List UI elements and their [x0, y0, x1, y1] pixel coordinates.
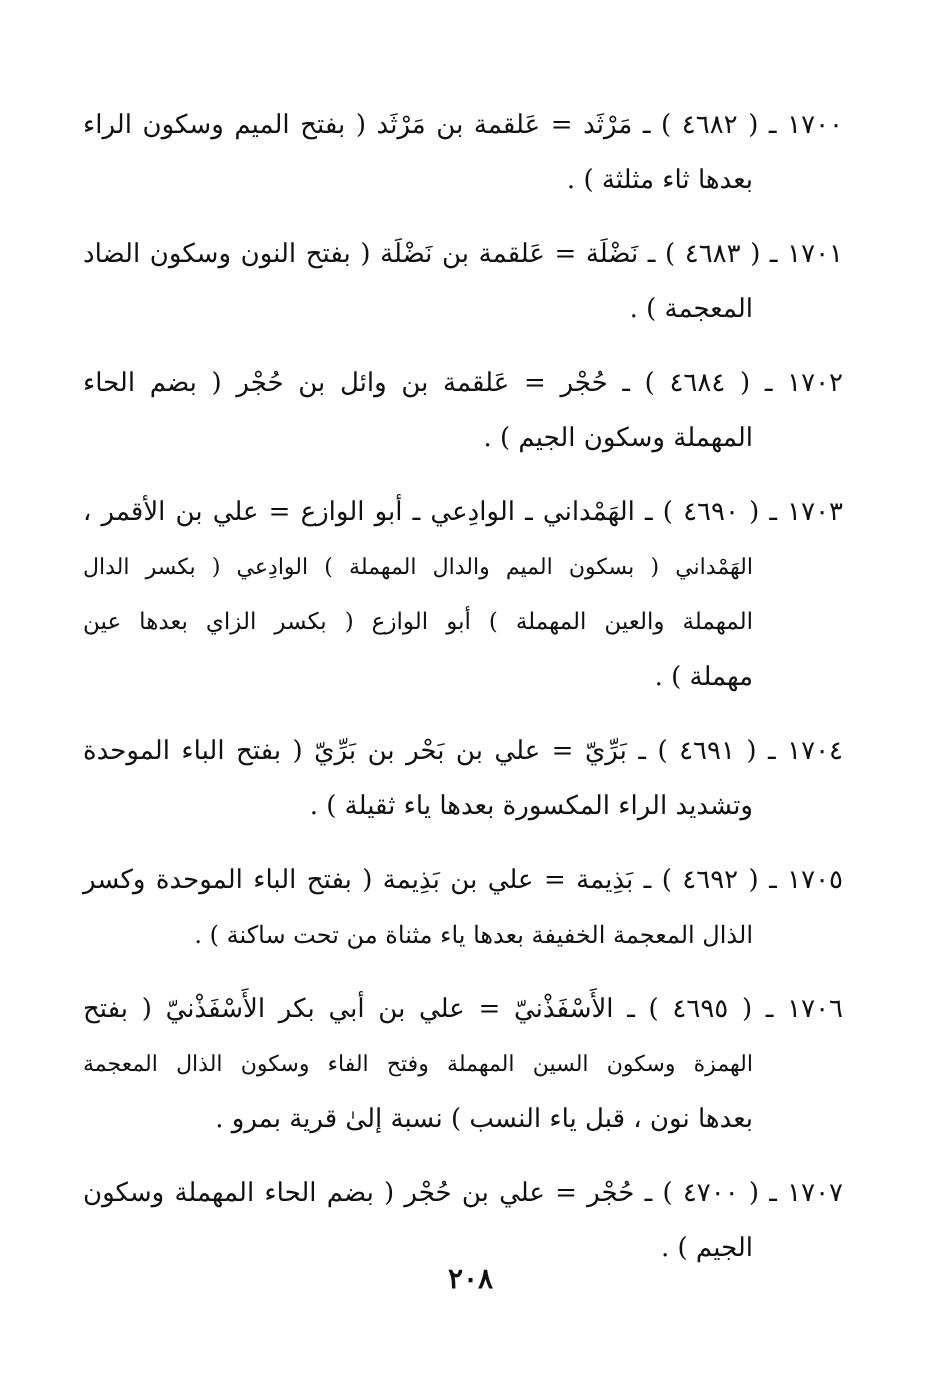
- page-number: ٢٠٨: [447, 1262, 494, 1295]
- entry-line: وتشديد الراء المكسورة بعدها ياء ثقيلة ) .: [309, 791, 753, 821]
- entry-line: ١٧٠٤ ـ ( ٤٦٩١ ) ـ بَرِّيّ = علي بن بَحْر بن بَرِّيّ ( بفتح الباء الموحدة: [83, 736, 843, 766]
- entry-line: ١٧٠٢ ـ ( ٤٦٨٤ ) ـ حُجْر = عَلقمة بن وائل بن حُجْر ( بضم الحاء: [83, 368, 843, 398]
- entry-line: الهَمْداني ( بسكون الميم والدال المهملة ) الوادِعي ( بكسر الدال: [83, 555, 753, 580]
- entry-line: الهمزة وسكون السين المهملة وفتح الفاء وسكون الذال المعجمة: [83, 1052, 753, 1077]
- entry-1705: [83, 853, 843, 963]
- entry-1703: [83, 485, 843, 705]
- entry-1706: [83, 982, 843, 1147]
- entry-line: الجيم ) .: [660, 1233, 753, 1263]
- entry-line: مهملة ) .: [654, 662, 753, 692]
- entry-line: ١٧٠١ ـ ( ٤٦٨٣ ) ـ نَضْلَة = عَلقمة بن نَضْلَة ( بفتح النون وسكون الضاد: [83, 239, 844, 269]
- entry-1704: [83, 724, 843, 834]
- entry-1702: [83, 356, 843, 466]
- entry-1700: [83, 98, 843, 208]
- entry-line: الذال المعجمة الخفيفة بعدها ياء مثناة من تحت ساكنة ) .: [194, 921, 753, 949]
- entry-line: ١٧٠٠ ـ ( ٤٦٨٢ ) ـ مَرْثَد = عَلقمة بن مَرْثَد ( بفتح الميم وسكون الراء: [83, 110, 843, 140]
- entry-line: المهملة وسكون الجيم ) .: [483, 423, 753, 453]
- entry-line: بعدها نون ، قبل ياء النسب ) نسبة إلىٰ قرية بمرو .: [215, 1104, 753, 1134]
- entry-line: المهملة والعين المهملة ) أبو الوازع ( بكسر الزاي بعدها عين: [83, 609, 753, 635]
- entry-line: بعدها ثاء مثلثة ) .: [566, 165, 753, 195]
- entry-line: ١٧٠٣ ـ ( ٤٦٩٠ ) ـ الهَمْداني ـ الوادِعي ـ أبو الوازع = علي بن الأقمر ،: [83, 497, 843, 527]
- entry-line: المعجمة ) .: [629, 294, 753, 324]
- entry-1701: [83, 227, 843, 337]
- entry-1707: [83, 1166, 843, 1276]
- entry-line: ١٧٠٦ ـ ( ٤٦٩٥ ) ـ الأَسْفَذْنيّ = علي بن أبي بكر الأَسْفَذْنيّ ( بفتح: [83, 994, 843, 1024]
- page-body: [83, 98, 843, 1295]
- entry-line: ١٧٠٥ ـ ( ٤٦٩٢ ) ـ بَذِيمة = علي بن بَذِيمة ( بفتح الباء الموحدة وكسر: [83, 865, 843, 895]
- entry-line: ١٧٠٧ ـ ( ٤٧٠٠ ) ـ حُجْر = علي بن حُجْر ( بضم الحاء المهملة وسكون: [83, 1178, 844, 1208]
